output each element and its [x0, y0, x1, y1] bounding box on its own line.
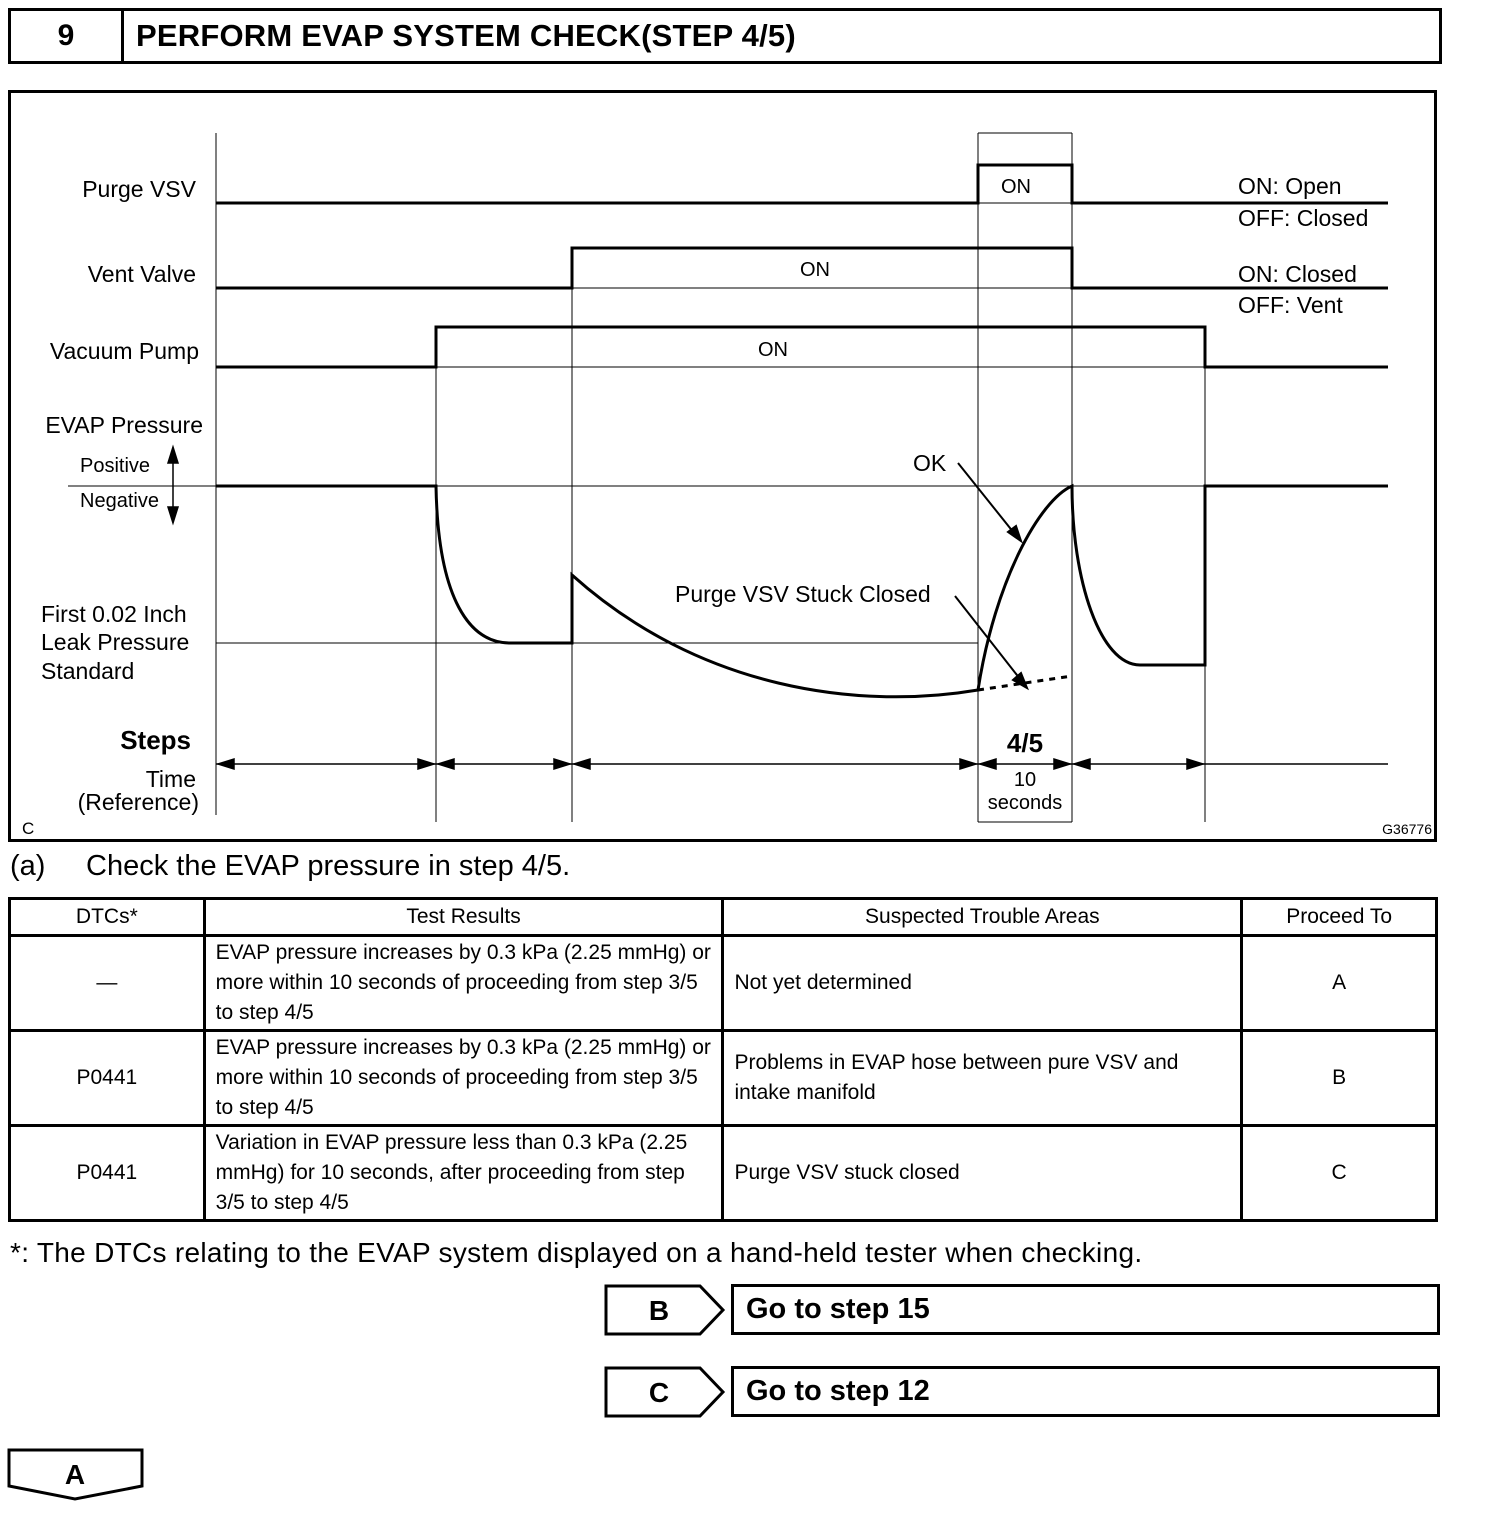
- legend-purge-on: ON: Open: [1238, 173, 1342, 199]
- timing-diagram: [8, 90, 1437, 842]
- go-to-step-15-button[interactable]: Go to step 15: [731, 1284, 1440, 1335]
- legend-purge-off: OFF: Closed: [1238, 205, 1369, 231]
- step-4-5-label: 4/5: [1006, 728, 1044, 758]
- corner-letter: C: [22, 819, 35, 838]
- vacuum-pump-trace: [216, 327, 1388, 367]
- steps-label: Steps: [120, 725, 191, 755]
- stuck-closed-label: Purge VSV Stuck Closed: [675, 581, 931, 607]
- row-label-vent-valve: Vent Valve: [87, 261, 196, 287]
- proceed-cell: B: [1242, 1031, 1437, 1126]
- go-to-step-12-button[interactable]: Go to step 12: [731, 1366, 1440, 1417]
- stuck-leader: [955, 596, 1024, 684]
- area-cell: Problems in EVAP hose between pure VSV and intake manifold: [723, 1031, 1242, 1126]
- vent-on-label: ON: [800, 259, 830, 281]
- annotation-leaders: [955, 463, 1027, 688]
- result-cell: EVAP pressure increases by 0.3 kPa (2.25 mmHg) or more within 10 seconds of proceeding from step 3/5 to step 4/5: [204, 936, 723, 1031]
- duration-unit: seconds: [987, 792, 1063, 814]
- step-number: 9: [11, 11, 124, 61]
- column-header: Test Results: [204, 899, 723, 936]
- branch-b-tag[interactable]: [604, 1284, 726, 1336]
- page-title: PERFORM EVAP SYSTEM CHECK(STEP 4/5): [136, 18, 796, 53]
- table-row: [10, 1031, 1437, 1126]
- purge-vsv-trace: [216, 165, 1388, 203]
- check-marker: (a): [10, 850, 46, 882]
- leak-label-line1: First 0.02 Inch: [41, 601, 187, 627]
- proceed-cell: A: [1242, 936, 1437, 1031]
- duration-value: 10: [1013, 769, 1037, 791]
- column-header: Suspected Trouble Areas: [723, 899, 1242, 936]
- negative-label: Negative: [80, 490, 159, 512]
- legend-vent-on: ON: Closed: [1238, 261, 1357, 287]
- row-label-vacuum-pump: Vacuum Pump: [49, 338, 199, 364]
- pump-on-label: ON: [758, 339, 788, 361]
- results-table: [8, 897, 1438, 1222]
- check-instruction: [10, 850, 570, 883]
- column-header: DTCs*: [10, 899, 205, 936]
- dtc-cell: —: [10, 936, 205, 1031]
- next-a-letter: A: [64, 1459, 86, 1490]
- table-row: [10, 936, 1437, 1031]
- pos-neg-arrow: [168, 447, 178, 523]
- legend-vent-off: OFF: Vent: [1238, 292, 1343, 318]
- signal-traces: [216, 165, 1388, 697]
- time-arrows: [216, 759, 1388, 769]
- leak-label-line3: Standard: [41, 658, 135, 684]
- dtc-cell: P0441: [10, 1126, 205, 1221]
- branch-c-tag[interactable]: [604, 1366, 726, 1418]
- proceed-cell: C: [1242, 1126, 1437, 1221]
- result-cell: EVAP pressure increases by 0.3 kPa (2.25 mmHg) or more within 10 seconds of proceeding from step 3/5 to step 4/5: [204, 1031, 723, 1126]
- purge-on-label: ON: [1001, 176, 1031, 198]
- reference-label: (Reference): [77, 789, 199, 815]
- table-row: [10, 1126, 1437, 1221]
- row-label-purge-vsv: Purge VSV: [82, 176, 196, 202]
- time-label: Time: [145, 766, 196, 792]
- ok-leader: [958, 463, 1018, 538]
- check-text: Check the EVAP pressure in step 4/5.: [86, 850, 571, 882]
- table-header-row: [10, 899, 1437, 936]
- result-cell: Variation in EVAP pressure less than 0.3 kPa (2.25 mmHg) for 10 seconds, after proceeding from step 3/5 to step 4/5: [204, 1126, 723, 1221]
- branch-b-letter: B: [648, 1295, 670, 1326]
- column-header: Proceed To: [1242, 899, 1437, 936]
- next-a-tag[interactable]: [7, 1448, 145, 1502]
- area-cell: Purge VSV stuck closed: [723, 1126, 1242, 1221]
- positive-label: Positive: [80, 455, 151, 477]
- footnote: *: The DTCs relating to the EVAP system displayed on a hand-held tester when checking.: [10, 1237, 1143, 1268]
- leak-label-line2: Leak Pressure: [41, 629, 190, 655]
- branch-c-letter: C: [648, 1377, 670, 1408]
- guide-lines: [68, 133, 1388, 822]
- figure-code: G36776: [1382, 821, 1432, 837]
- ok-label: OK: [913, 450, 947, 476]
- dtc-cell: P0441: [10, 1031, 205, 1126]
- row-label-evap-pressure: EVAP Pressure: [45, 412, 203, 438]
- area-cell: Not yet determined: [723, 936, 1242, 1031]
